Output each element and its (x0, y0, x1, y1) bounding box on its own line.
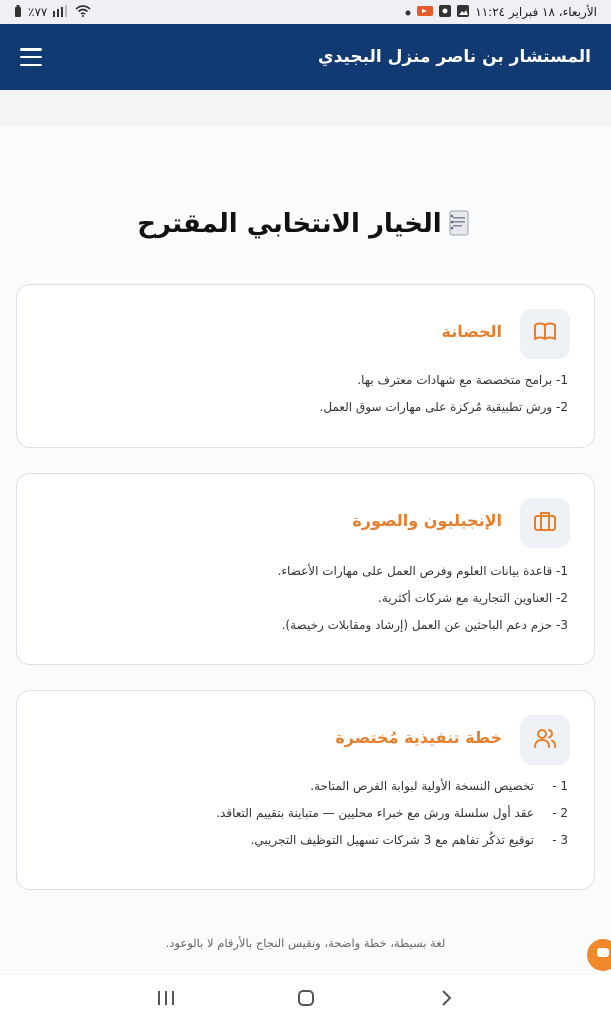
card-lines (37, 367, 568, 421)
page-content (0, 90, 611, 975)
document-icon (446, 208, 474, 240)
recent-apps-button[interactable] (151, 985, 181, 1015)
card-line: 1- برامج متخصصة مع شهادات معترف بها. (357, 373, 568, 387)
wifi-icon (75, 5, 91, 20)
plan-item (37, 800, 568, 827)
card-title: الحضانة (441, 321, 502, 341)
card-header (335, 715, 570, 765)
home-button[interactable] (291, 985, 321, 1015)
footer-note: لغة بسيطة، خطة واضحة، ونقيس النجاح بالأرقام لا بالوعود. (165, 936, 446, 950)
battery-level: ٪٧٧ (28, 5, 48, 19)
system-nav-bar (0, 975, 611, 1024)
status-left (14, 5, 91, 20)
plan-number: 1 - (552, 779, 568, 793)
card-header (441, 309, 570, 359)
hero-strip (0, 90, 611, 126)
hamburger-icon (20, 48, 42, 51)
card-evangelists (16, 473, 595, 665)
status-right (405, 5, 597, 20)
back-button[interactable] (431, 985, 461, 1015)
app-bar (0, 24, 611, 90)
plan-number: 2 - (552, 806, 568, 820)
signal-icon (53, 5, 69, 20)
dot-icon (405, 5, 411, 19)
card-line: 3- حزم دعم الباحثين عن العمل (إرشاد ومقابلات رخيصة). (281, 618, 568, 632)
plan-list (37, 773, 568, 854)
card-lines (37, 558, 568, 639)
menu-button[interactable] (20, 48, 42, 66)
plan-text: تخصيص النسخة الأولية لبوابة الفرص المتاحة. (310, 779, 534, 793)
home-icon (297, 989, 315, 1011)
plan-text: توقيع تذكُر تفاهم مع 3 شركات تسهيل التوظيف التجريبي. (250, 833, 534, 847)
plan-number: 3 - (552, 833, 568, 847)
app-title: المستشار بن ناصر منزل البجيدي (318, 47, 591, 67)
battery-icon (14, 5, 22, 20)
status-datetime: الأربعاء، ١٨ فبراير ١١:٢٤ (475, 5, 597, 19)
status-bar (0, 0, 611, 24)
chat-fab-button[interactable] (587, 939, 611, 971)
chat-icon (595, 945, 611, 965)
plan-text: عقد أول سلسلة ورش مع خبراء محليين — متباينة بتقييم التعاقد. (216, 806, 534, 820)
recent-apps-icon (157, 990, 175, 1010)
chevron-right-icon (440, 989, 452, 1011)
card-header (352, 498, 570, 548)
page-title-text: الخيار الانتخابي المقترح (137, 209, 442, 239)
card-title: خطة تنفيذية مُختصرة (335, 727, 502, 747)
card-line: 2- العناوين التجارية مع شركات أكثرية. (378, 591, 568, 605)
plan-item (37, 827, 568, 854)
card-icon-box (520, 309, 570, 359)
card-icon-box (520, 715, 570, 765)
plan-item (37, 773, 568, 800)
card-title: الإنجيليون والصورة (352, 510, 502, 530)
app-icon (439, 5, 451, 20)
page-title (0, 208, 611, 240)
card-line: 1- قاعدة بيانات العلوم وفرص العمل على مهارات الأعضاء. (277, 564, 568, 578)
card-icon-box (520, 498, 570, 548)
video-record-icon (417, 5, 433, 20)
card-nursery (16, 284, 595, 448)
users-icon (533, 726, 557, 754)
card-line: 2- ورش تطبيقية مُركزة على مهارات سوق العمل. (319, 400, 568, 414)
gallery-icon (457, 5, 469, 20)
card-plan (16, 690, 595, 890)
book-icon (533, 320, 557, 348)
briefcase-icon (533, 509, 557, 537)
